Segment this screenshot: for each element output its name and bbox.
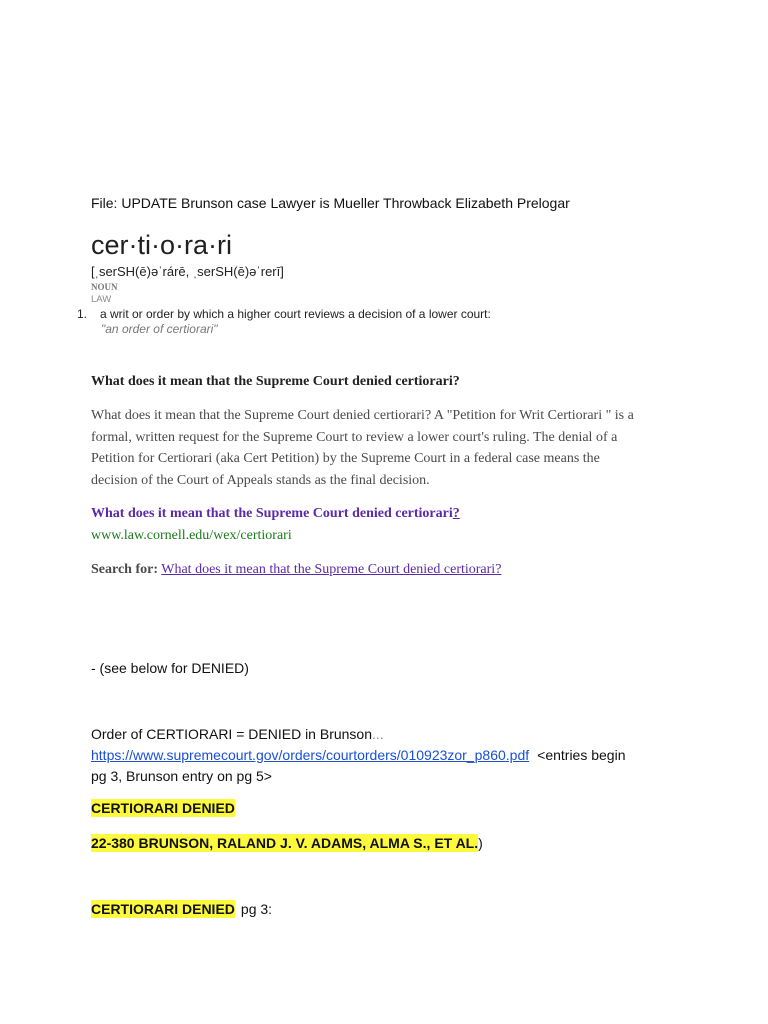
- order-url-block: [91, 745, 625, 787]
- search-query-link[interactable]: What does it mean that the Supreme Court denied certiorari?: [161, 562, 502, 577]
- answer-line: formal, written request for the Supreme Court to review a lower court's ruling. The denial of a: [91, 429, 618, 445]
- highlighted-denied: CERTIORARI DENIED: [91, 800, 235, 816]
- sense-definition: a writ or order by which a higher court reviews a decision of a lower court:: [100, 307, 491, 321]
- pronunciation: [ˌserSH(ē)əˈrárē, ˌserSH(ē)əˈrerī]: [91, 264, 284, 279]
- usage-example: "an order of certiorari": [101, 322, 218, 336]
- case-entry: [91, 834, 483, 852]
- answer-paragraph: [91, 405, 634, 491]
- order-line: [91, 725, 384, 743]
- order-ellipsis: ...: [372, 726, 384, 742]
- denied-heading: [91, 799, 235, 817]
- result-title-text: What does it mean that the Supreme Court denied certiorari: [91, 506, 453, 521]
- sense-number: 1.: [77, 307, 88, 321]
- file-title: File: UPDATE Brunson case Lawyer is Mueller Throwback Elizabeth Prelogar: [91, 195, 570, 211]
- see-below-note: - (see below for DENIED): [91, 660, 249, 676]
- highlighted-denied-2: CERTIORARI DENIED: [91, 901, 235, 917]
- usage-domain: LAW: [91, 294, 112, 305]
- dictionary-headword: cer·ti·o·ra·ri: [91, 230, 232, 260]
- result-title-link[interactable]: [91, 505, 460, 523]
- highlighted-case-entry: 22-380 BRUNSON, RALAND J. V. ADAMS, ALMA S., ET AL.: [91, 835, 479, 851]
- denied-page-ref: pg 3:: [240, 901, 273, 917]
- answer-line: decision of the Court of Appeals stands as the final decision.: [91, 472, 430, 488]
- question-heading: What does it mean that the Supreme Court denied certiorari?: [91, 374, 460, 389]
- order-text: Order of CERTIORARI = DENIED in Brunson: [91, 726, 372, 742]
- denied-page-note: [91, 900, 272, 918]
- cite-url: www.law.cornell.edu/wex/certiorari: [91, 528, 292, 543]
- entries-note-start: <entries begin: [537, 747, 626, 763]
- case-entry-close: ): [478, 835, 483, 851]
- part-of-speech: NOUN: [91, 282, 118, 292]
- search-for-row: [91, 561, 501, 579]
- result-title-end: ?: [452, 506, 460, 521]
- supreme-court-order-link[interactable]: https://www.supremecourt.gov/orders/courtorders/010923zor_p860.pdf: [91, 747, 530, 763]
- search-for-label: Search for:: [91, 562, 158, 577]
- answer-line: Petition for Certiorari (aka Cert Petition) by the Supreme Court in a federal case means the: [91, 451, 600, 466]
- answer-line: What does it mean that the Supreme Court denied certiorari? A "Petition for Writ Certiorari " is a: [91, 408, 634, 423]
- entries-note-end: pg 3, Brunson entry on pg 5>: [91, 768, 272, 784]
